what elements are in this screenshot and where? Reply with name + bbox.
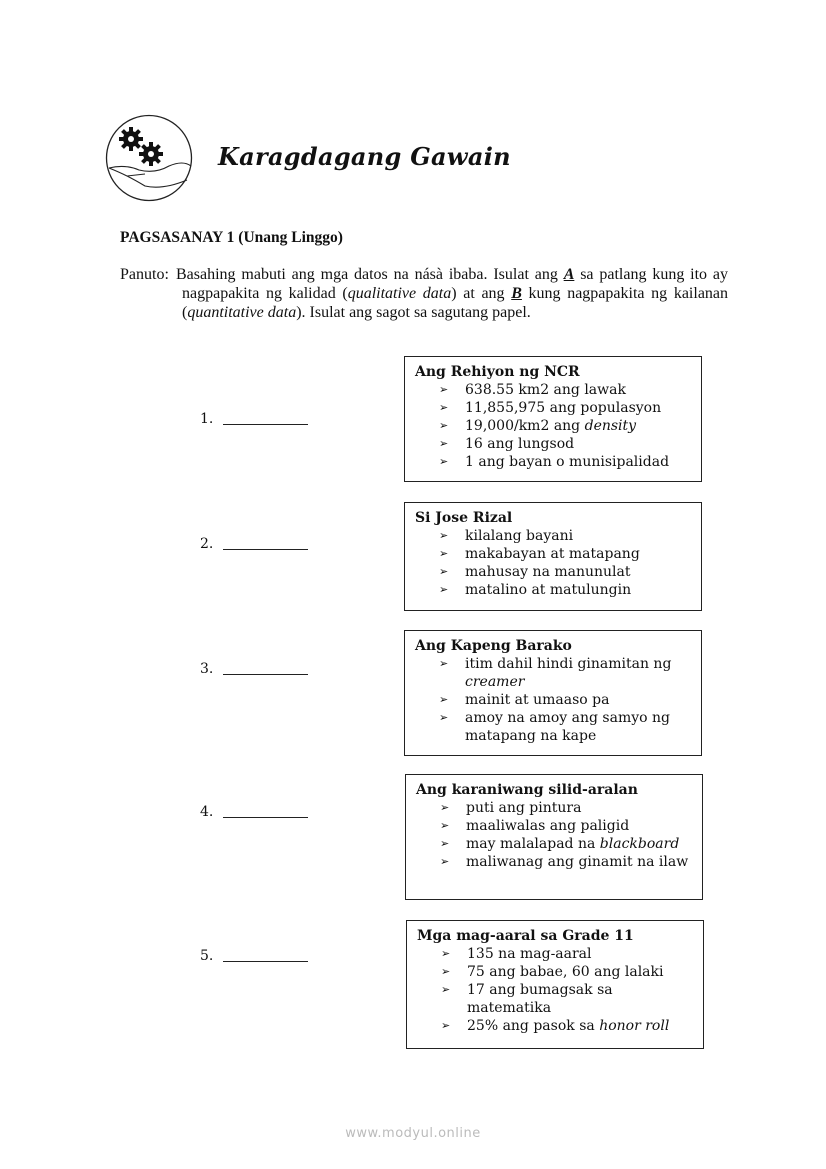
arrow-bullet-icon: ➢ (441, 983, 451, 996)
bullet-item (439, 381, 693, 399)
bullet-emphasis: density (584, 418, 637, 434)
arrow-bullet-icon: ➢ (439, 401, 449, 414)
answer-line[interactable] (223, 674, 308, 675)
answer-blank-5[interactable] (200, 948, 308, 964)
box-title: Ang Rehiyon ng NCR (415, 364, 580, 380)
box-title: Si Jose Rizal (415, 510, 513, 526)
arrow-bullet-icon: ➢ (439, 657, 449, 670)
bullet-text: amoy na amoy ang samyo ng matapang na kape (465, 710, 670, 744)
bullet-text: 25% ang pasok sa (467, 1018, 600, 1034)
bullet-list (416, 799, 694, 871)
bullet-text: kilalang bayani (465, 528, 574, 544)
arrow-bullet-icon: ➢ (439, 565, 449, 578)
arrow-bullet-icon: ➢ (439, 583, 449, 596)
gears-hand-logo-icon (105, 114, 193, 202)
instructions-part: sa patlang kung ito ay nagpapakita ng kalidad ( (182, 266, 728, 302)
bullet-text: mainit at umaaso pa (465, 692, 610, 708)
arrow-bullet-icon: ➢ (441, 1019, 451, 1032)
answer-a: A (563, 266, 575, 283)
bullet-text: matalino at matulungin (465, 582, 632, 598)
bullet-item (439, 691, 693, 709)
arrow-bullet-icon: ➢ (441, 965, 451, 978)
instructions-text (176, 265, 729, 322)
answer-line[interactable] (223, 424, 308, 425)
bullet-item (439, 527, 693, 545)
bullet-item (441, 1017, 695, 1035)
arrow-bullet-icon: ➢ (439, 693, 449, 706)
bullet-text: 135 na mag-aaral (467, 946, 592, 962)
instructions-em: quantitative data (187, 304, 297, 321)
data-box-2 (404, 502, 702, 611)
bullet-text: puti ang pintura (466, 800, 582, 816)
bullet-item (439, 545, 693, 563)
instructions-label: Panuto: (120, 266, 169, 283)
bullet-emphasis: blackboard (599, 836, 680, 852)
bullet-item (439, 581, 693, 599)
exercise-heading: PAGSASANAY 1 (Unang Linggo) (120, 229, 343, 246)
item-number: 5. (200, 948, 214, 964)
bullet-item (441, 945, 695, 963)
bullet-text: maliwanag ang ginamit na ilaw (466, 854, 689, 870)
bullet-text: 75 ang babae, 60 ang lalaki (467, 964, 664, 980)
instructions-part: Basahing mabuti ang mga datos na násà ibaba. Isulat ang (176, 266, 564, 283)
arrow-bullet-icon: ➢ (440, 801, 450, 814)
bullet-text: 638.55 km2 ang lawak (465, 382, 626, 398)
data-box-4 (405, 774, 703, 900)
bullet-text: makabayan at matapang (465, 546, 640, 562)
box-title: Ang karaniwang silid-aralan (416, 782, 638, 798)
bullet-item (439, 399, 693, 417)
answer-blank-2[interactable] (200, 536, 308, 552)
bullet-text: 17 ang bumagsak sa matematika (467, 982, 613, 1016)
bullet-text: 16 ang lungsod (465, 436, 575, 452)
arrow-bullet-icon: ➢ (439, 547, 449, 560)
arrow-bullet-icon: ➢ (439, 711, 449, 724)
bullet-text: may malalapad na (466, 836, 600, 852)
answer-line[interactable] (223, 961, 308, 962)
arrow-bullet-icon: ➢ (440, 819, 450, 832)
bullet-emphasis: creamer (465, 674, 525, 690)
bullet-emphasis: honor roll (599, 1018, 670, 1034)
answer-line[interactable] (223, 817, 308, 818)
bullet-item (439, 655, 693, 691)
instructions-part: ). Isulat ang sagot sa sagutang papel. (296, 304, 531, 321)
arrow-bullet-icon: ➢ (439, 437, 449, 450)
box-title: Ang Kapeng Barako (415, 638, 572, 654)
bullet-list (415, 527, 693, 599)
bullet-text: 1 ang bayan o munisipalidad (465, 454, 670, 470)
watermark: www.modyul.online (345, 1126, 481, 1141)
bullet-item (439, 709, 693, 745)
arrow-bullet-icon: ➢ (440, 855, 450, 868)
bullet-item (441, 981, 695, 1017)
instructions (120, 265, 728, 322)
answer-line[interactable] (223, 549, 308, 550)
answer-blank-3[interactable] (200, 661, 308, 677)
bullet-item (440, 835, 694, 853)
bullet-item (439, 563, 693, 581)
arrow-bullet-icon: ➢ (441, 947, 451, 960)
answer-blank-1[interactable] (200, 411, 308, 427)
bullet-text: itim dahil hindi ginamitan ng (465, 656, 672, 672)
bullet-list (417, 945, 695, 1035)
answer-b: B (511, 285, 522, 302)
bullet-item (440, 817, 694, 835)
data-box-1 (404, 356, 702, 482)
bullet-item (440, 853, 694, 871)
item-number: 3. (200, 661, 214, 677)
bullet-item (441, 963, 695, 981)
bullet-item (439, 453, 693, 471)
bullet-item (439, 417, 693, 435)
bullet-item (439, 435, 693, 453)
bullet-item (440, 799, 694, 817)
answer-blank-4[interactable] (200, 804, 308, 820)
bullet-list (415, 655, 693, 745)
item-number: 1. (200, 411, 214, 427)
arrow-bullet-icon: ➢ (439, 383, 449, 396)
instructions-part: ) at ang (451, 285, 512, 302)
instructions-em: qualitative data (347, 285, 452, 302)
page-title: Karagdagang Gawain (218, 142, 511, 171)
bullet-text: mahusay na manunulat (465, 564, 631, 580)
arrow-bullet-icon: ➢ (439, 455, 449, 468)
arrow-bullet-icon: ➢ (439, 419, 449, 432)
arrow-bullet-icon: ➢ (439, 529, 449, 542)
bullet-text: maaliwalas ang paligid (466, 818, 630, 834)
bullet-list (415, 381, 693, 471)
item-number: 2. (200, 536, 214, 552)
item-number: 4. (200, 804, 214, 820)
data-box-5 (406, 920, 704, 1049)
box-title: Mga mag-aaral sa Grade 11 (417, 928, 634, 944)
arrow-bullet-icon: ➢ (440, 837, 450, 850)
instructions-part: kung nagpapakita ng kailanan ( (182, 285, 729, 321)
data-box-3 (404, 630, 702, 756)
bullet-text: 19,000/km2 ang (465, 418, 585, 434)
bullet-text: 11,855,975 ang populasyon (465, 400, 662, 416)
